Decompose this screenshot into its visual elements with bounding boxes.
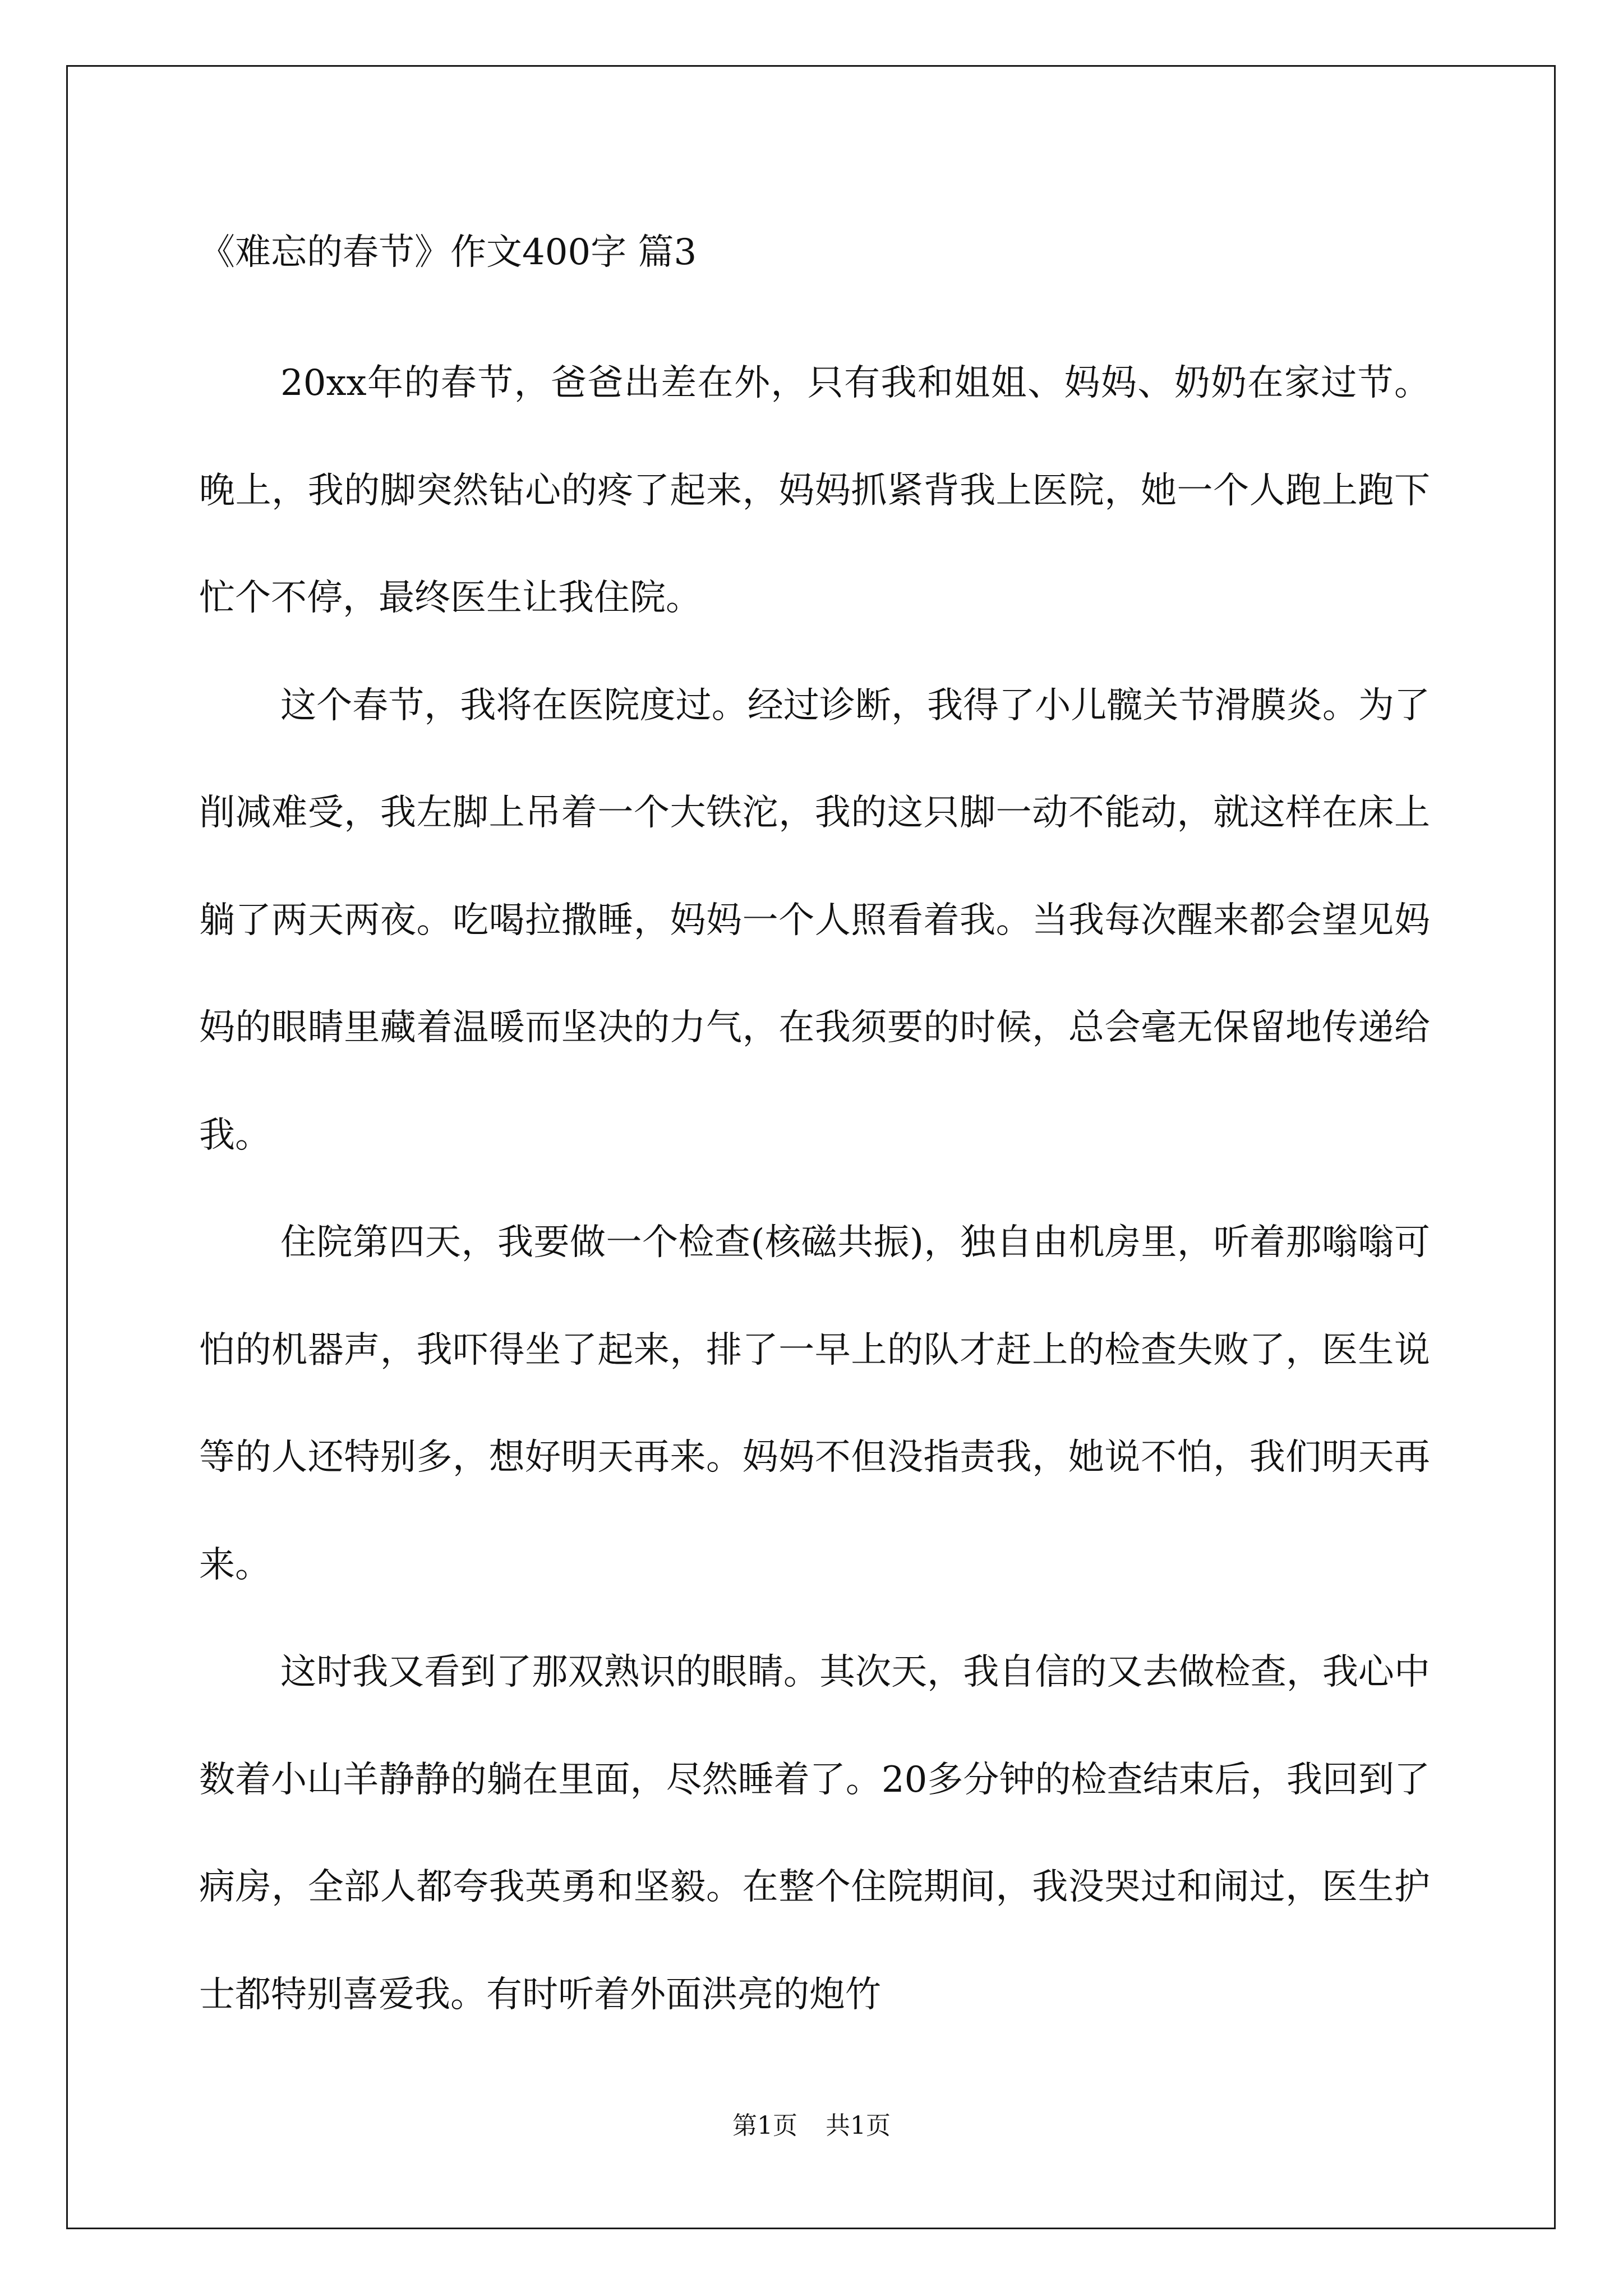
paragraph-3: 住院第四天，我要做一个检查(核磁共振)，独自由机房里，听着那嗡嗡可怕的机器声，我吓得坐了起来，排了一早上的队才赶上的检查失败了，医生说等的人还特别多，想好明天再来。妈妈不但没指责我，她说不怕，我们明天再来。: [199, 1222, 1430, 1586]
paragraph-1: 20xx年的春节，爸爸出差在外，只有我和姐姐、妈妈、奶奶在家过节。晚上，我的脚突然钻心的疼了起来，妈妈抓紧背我上医院，她一个人跑上跑下忙个不停，最终医生让我住院。: [199, 362, 1430, 619]
page-footer: [0, 2109, 1623, 2143]
page-number: 第1页: [732, 2111, 797, 2140]
paragraph-2: 这个春节，我将在医院度过。经过诊断，我得了小儿髋关节滑膜炎。为了削减难受，我左脚上吊着一个大铁沱，我的这只脚一动不能动，就这样在床上躺了两天两夜。吃喝拉撒睡，妈妈一个人照看着我。当我每次醒来都会望见妈妈的眼睛里藏着温暖而坚决的力气，在我须要的时候，总会毫无保留地传递给我。: [199, 684, 1430, 1156]
document-title: 《难忘的春节》作文400字 篇3: [199, 232, 697, 273]
page-total: 共1页: [826, 2111, 891, 2140]
document-body: [199, 330, 1430, 2049]
paragraph-4: 这时我又看到了那双熟识的眼睛。其次天，我自信的又去做检查，我心中数着小山羊静静的躺在里面，尽然睡着了。20多分钟的检查结束后，我回到了病房，全部人都夸我英勇和坚毅。在整个住院期间，我没哭过和闹过，医生护士都特别喜爱我。有时听着外面洪亮的炮竹: [199, 1651, 1430, 2016]
